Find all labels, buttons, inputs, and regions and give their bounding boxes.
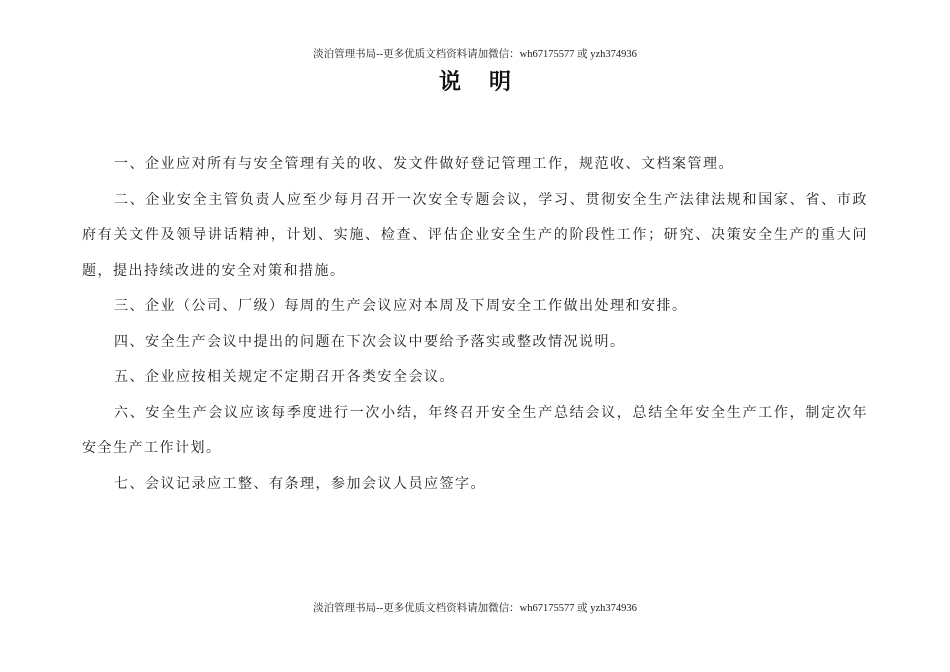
header-watermark-note: 淡泊管理书局--更多优质文档资料请加微信：wh67175577 或 yzh374936 [313,49,637,60]
document-body [82,147,868,502]
paragraph-1: 一、企业应对所有与安全管理有关的收、发文件做好登记管理工作，规范收、文档案管理。 [114,156,734,172]
footer-watermark-note: 淡泊管理书局--更多优质文档资料请加微信：wh67175577 或 yzh374936 [313,603,637,614]
paragraph-7: 七、会议记录应工整、有条理，参加会议人员应签字。 [114,475,486,492]
page-title: 说明 [438,70,539,95]
paragraph-6: 六、安全生产会议应该每季度进行一次小结，年终召开安全生产总结会议，总结全年安全生产工作，制定次年安全生产工作计划。 [82,404,868,456]
paragraph-5: 五、企业应按相关规定不定期召开各类安全会议。 [114,369,455,385]
paragraph-3: 三、企业（公司、厂级）每周的生产会议应对本周及下周安全工作做出处理和安排。 [114,298,688,314]
paragraph-2: 二、企业安全主管负责人应至少每月召开一次安全专题会议，学习、贯彻安全生产法律法规和国家、省、市政府有关文件及领导讲话精神，计划、实施、检查、评估企业安全生产的阶段性工作；研究、决策安全生产的重大问题，提出持续改进的安全对策和措施。 [82,191,868,279]
paragraph-4: 四、安全生产会议中提出的问题在下次会议中要给予落实或整改情况说明。 [114,333,626,350]
